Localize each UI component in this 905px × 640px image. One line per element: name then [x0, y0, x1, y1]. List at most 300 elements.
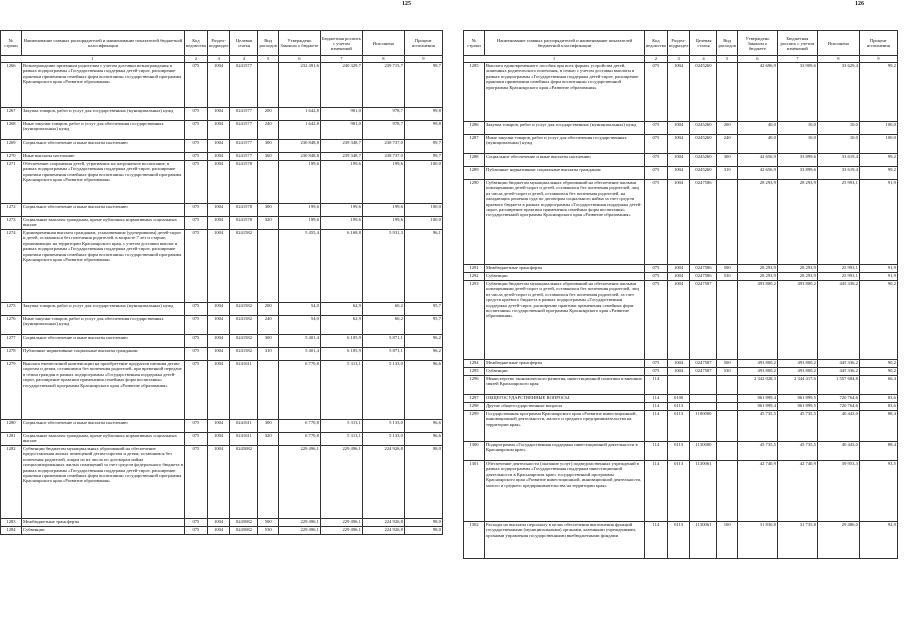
execution-percent: 83,6: [859, 403, 897, 411]
department-code: 075: [645, 368, 668, 376]
table-row: [1, 153, 443, 161]
row-number: 1269: [1, 140, 22, 153]
row-number: 1294: [464, 360, 485, 368]
execution-percent: 91,9: [859, 273, 897, 281]
approved-amount: 6 770,8: [278, 420, 320, 433]
target-article: 0241611: [230, 433, 258, 446]
target-article: 0245082: [230, 527, 258, 535]
approved-amount: 861 899,4: [737, 403, 777, 411]
target-article: 0241578: [230, 217, 258, 230]
target-article: 0241577: [230, 121, 258, 140]
row-name: Социальное обеспечение и иные выплаты населению: [22, 420, 185, 433]
row-number: 1283: [1, 519, 22, 527]
approved-amount: 5 401,4: [278, 348, 320, 361]
row-number: 1295: [464, 368, 485, 376]
execution-percent: 98,0: [404, 527, 442, 535]
target-article: 0245260: [690, 122, 717, 135]
department-code: 075: [645, 180, 668, 265]
table-row: [464, 167, 898, 180]
section-code: 1004: [207, 316, 230, 335]
section-code: 1004: [207, 335, 230, 348]
target-article: 0241577: [230, 63, 258, 108]
execution-percent: 99,7: [404, 153, 442, 161]
executed-amount: 10,0: [817, 122, 859, 135]
section-code: 1004: [667, 154, 690, 167]
section-code: 1004: [207, 217, 230, 230]
column-number: 2: [645, 56, 668, 63]
execution-percent: 90,2: [859, 368, 897, 376]
column-number: 3: [667, 56, 690, 63]
execution-percent: 100,0: [404, 204, 442, 217]
row-number: 1268: [1, 121, 22, 140]
department-code: 075: [645, 167, 668, 180]
section-code: 1004: [667, 180, 690, 265]
execution-percent: 100,0: [404, 161, 442, 204]
approved-amount: 42 656,9: [737, 154, 777, 167]
budget-list-amount: 239 348,7: [320, 153, 362, 161]
approved-amount: 1 642,8: [278, 121, 320, 140]
header-budget-list: Бюджетная роспись с учетом изменений: [777, 31, 817, 56]
department-code: 075: [185, 63, 208, 108]
department-code: 075: [185, 204, 208, 217]
target-article: 0247587: [690, 368, 717, 376]
approved-amount: 229 496,1: [278, 519, 320, 527]
budget-list-amount: 6 105,9: [320, 335, 362, 348]
department-code: 075: [645, 273, 668, 281]
budget-list-amount: 45 735,5: [777, 411, 817, 442]
header-department-code: Код ведомства: [645, 31, 668, 56]
target-article: 0247587: [690, 360, 717, 368]
approved-amount: 199,6: [278, 161, 320, 204]
table-row: [464, 403, 898, 411]
row-name: Межбюджетные трансферты: [485, 360, 645, 368]
executed-amount: 5 133,0: [362, 420, 404, 433]
row-name: ОБЩЕГОСУДАРСТВЕННЫЕ ВОПРОСЫ: [485, 395, 645, 403]
row-number: 1285: [464, 63, 485, 122]
section-code: 1004: [207, 527, 230, 535]
department-code: 075: [185, 446, 208, 519]
column-number: 4: [690, 56, 717, 63]
row-name: Выплата единовременного пособия при всех формах устройства детей, лишенных родительского попечения, в семью с учетом доставки выплаты в рамках подпрограммы «Государственная поддержка детей-сирот, расширение практики применения семейных форм воспитания» государственной программы Красноярского края «Развитие образования»: [485, 63, 645, 122]
budget-list-amount: 493 800,2: [777, 360, 817, 368]
expense-type: [717, 180, 737, 265]
section-code: 1004: [207, 303, 230, 316]
executed-amount: 33 629,4: [817, 63, 859, 122]
budget-list-amount: 31 735,8: [777, 522, 817, 559]
header-executed: Исполнено: [362, 31, 404, 56]
row-number: 1284: [1, 527, 22, 535]
row-name: Субвенции: [485, 273, 645, 281]
table-row: [1, 527, 443, 535]
row-number: 1279: [1, 361, 22, 420]
executed-amount: 33 619,4: [817, 167, 859, 180]
executed-amount: 978,7: [362, 121, 404, 140]
row-number: 1278: [1, 348, 22, 361]
column-number: 5: [258, 56, 278, 63]
department-code: 075: [645, 281, 668, 360]
budget-list-amount: 229 496,1: [320, 446, 362, 519]
column-number: 9: [859, 56, 897, 63]
expense-type: [258, 63, 278, 108]
execution-percent: 99,7: [404, 63, 442, 108]
executed-amount: 5 871,1: [362, 335, 404, 348]
department-code: 075: [185, 108, 208, 121]
approved-amount: 6 770,8: [278, 361, 320, 420]
table-row: [464, 376, 898, 395]
column-number: 6: [278, 56, 320, 63]
section-code: 1004: [667, 63, 690, 122]
expense-type: 240: [258, 316, 278, 335]
header-executed: Исполнено: [817, 31, 859, 56]
expense-type: 360: [258, 153, 278, 161]
department-code: 075: [185, 420, 208, 433]
executed-amount: 199,6: [362, 204, 404, 217]
table-row: [464, 122, 898, 135]
table-row: [464, 154, 898, 167]
budget-list-amount: 981,0: [320, 121, 362, 140]
department-code: 114: [645, 376, 668, 395]
table-row: [1, 420, 443, 433]
table-body: [1, 63, 443, 535]
budget-list-amount: 5 313,1: [320, 420, 362, 433]
table-header: [1, 31, 443, 63]
target-article: 0241577: [230, 140, 258, 153]
executed-amount: 199,6: [362, 217, 404, 230]
expense-type: 240: [258, 121, 278, 140]
department-code: 114: [645, 442, 668, 461]
column-number: 7: [320, 56, 362, 63]
approved-amount: 199,6: [278, 217, 320, 230]
table-row: [464, 368, 898, 376]
table-row: [464, 411, 898, 442]
expense-type: 530: [258, 527, 278, 535]
row-name: Иные закупки товаров, работ и услуг для обеспечения государственных (муниципальных) нужд: [22, 316, 185, 335]
budget-list-amount: 493 800,2: [777, 281, 817, 360]
section-code: 1004: [667, 265, 690, 273]
approved-amount: 28 293,9: [737, 265, 777, 273]
table-row: [464, 63, 898, 122]
executed-amount: 39 953,3: [817, 461, 859, 522]
target-article: 0241582: [230, 335, 258, 348]
department-code: 114: [645, 461, 668, 522]
row-name: Иные закупки товаров, работ и услуг для обеспечения государственных (муниципальных) нужд: [22, 121, 185, 140]
expense-type: [717, 376, 737, 395]
row-name: Подпрограмма «Государственная поддержка инвестиционной деятельности в Красноярском крае»: [485, 442, 645, 461]
table-row: [464, 265, 898, 273]
expense-type: [717, 411, 737, 442]
row-name: Иные закупки товаров, работ и услуг для обеспечения государственных (муниципальных) нужд: [485, 135, 645, 154]
expense-type: 200: [258, 303, 278, 316]
execution-percent: 96,6: [404, 433, 442, 446]
executed-amount: 445 336,2: [817, 360, 859, 368]
budget-list-amount: 6 168,8: [320, 230, 362, 303]
department-code: 075: [185, 161, 208, 204]
executed-amount: 224 926,8: [362, 519, 404, 527]
header-department-code: Код ведомства: [185, 31, 208, 56]
table-row: [1, 161, 443, 204]
row-number: 1276: [1, 316, 22, 335]
column-number: 7: [777, 56, 817, 63]
execution-percent: 96,6: [404, 420, 442, 433]
row-name: Социальные выплаты гражданам, кроме публичных нормативных социальных выплат: [22, 217, 185, 230]
row-name: Министерство экономического развития, инвестиционной политики и внешних связей Красноярского края: [485, 376, 645, 395]
target-article: [690, 395, 717, 403]
table-row: [464, 360, 898, 368]
executed-amount: 199,6: [362, 161, 404, 204]
expense-type: 530: [717, 368, 737, 376]
approved-amount: 493 800,2: [737, 360, 777, 368]
header-percent: Процент исполнения: [859, 31, 897, 56]
target-article: 0241577: [230, 153, 258, 161]
column-number: 8: [817, 56, 859, 63]
header-section-code: Раздел-подраздел: [667, 31, 690, 56]
expense-type: 320: [258, 217, 278, 230]
row-number: 1299: [464, 411, 485, 442]
section-code: 1004: [667, 368, 690, 376]
table-row: [1, 335, 443, 348]
execution-percent: 66,4: [859, 376, 897, 395]
row-number: 1281: [1, 433, 22, 446]
approved-amount: 6 770,8: [278, 433, 320, 446]
budget-list-amount: 2 344 417,6: [777, 376, 817, 395]
executed-amount: 60,2: [362, 303, 404, 316]
expense-type: 200: [258, 108, 278, 121]
row-name: Обеспечение деятельности (оказание услуг) подведомственных учреждений в рамках подпрограммы «Государственная поддержка инвестиционной деятельности в Красноярском крае» государственной программы Красноярского края «Развитие инвестиционной, инновационной деятельности, малого и среднего предпринимательства на территории края»: [485, 461, 645, 522]
table-row: [464, 442, 898, 461]
header-row-number: № строки: [1, 31, 22, 56]
column-number-row: [1, 56, 443, 63]
executed-amount: 445 336,2: [817, 281, 859, 360]
table-row: [464, 180, 898, 265]
expense-type: [258, 161, 278, 204]
executed-amount: 29 486,0: [817, 522, 859, 559]
approved-amount: 199,6: [278, 204, 320, 217]
budget-list-amount: 10,0: [777, 135, 817, 154]
header-target-article: Целевая статья: [690, 31, 717, 56]
row-number: 1270: [1, 153, 22, 161]
execution-percent: 100,0: [404, 217, 442, 230]
expense-type: [717, 442, 737, 461]
table-row: [1, 121, 443, 140]
executed-amount: 10,0: [817, 135, 859, 154]
expense-type: [717, 395, 737, 403]
table-row: [1, 348, 443, 361]
section-code: 1004: [207, 161, 230, 204]
row-number: 1271: [1, 161, 22, 204]
header-approved: Утверждено Законом о бюджете: [737, 31, 777, 56]
section-code: 1004: [667, 122, 690, 135]
budget-list-amount: 28 293,9: [777, 265, 817, 273]
target-article: 0241578: [230, 204, 258, 217]
section-code: 1004: [667, 281, 690, 360]
section-code: 1004: [207, 519, 230, 527]
column-number: 2: [185, 56, 208, 63]
header-target-article: Целевая статья: [230, 31, 258, 56]
approved-amount: 493 800,2: [737, 281, 777, 360]
expense-type: [258, 446, 278, 519]
executed-amount: 238 737,0: [362, 153, 404, 161]
expense-type: 300: [258, 335, 278, 348]
row-number: 1300: [464, 442, 485, 461]
department-code: 075: [645, 122, 668, 135]
row-name: Социальное обеспечение и иные выплаты населению: [22, 140, 185, 153]
target-article: 1130061: [690, 522, 717, 559]
table-row: [1, 230, 443, 303]
budget-list-amount: 28 293,9: [777, 273, 817, 281]
row-name: Межбюджетные трансферты: [485, 265, 645, 273]
row-number: 1282: [1, 446, 22, 519]
row-number: 1297: [464, 395, 485, 403]
budget-list-amount: 981,0: [320, 108, 362, 121]
department-code: 075: [185, 348, 208, 361]
approved-amount: 229 496,1: [278, 446, 320, 519]
department-code: 075: [185, 527, 208, 535]
table-row: [1, 63, 443, 108]
execution-percent: 95,7: [404, 303, 442, 316]
expense-type: [717, 281, 737, 360]
expense-type: 300: [258, 420, 278, 433]
budget-list-amount: 45 735,5: [777, 442, 817, 461]
page-left: [0, 0, 450, 640]
row-number: 1290: [464, 180, 485, 265]
header-section-code: Раздел-подраздел: [207, 31, 230, 56]
department-code: 075: [185, 316, 208, 335]
section-code: 0113: [667, 522, 690, 559]
row-number: 1289: [464, 167, 485, 180]
column-number: 8: [362, 56, 404, 63]
table-row: [1, 433, 443, 446]
execution-percent: 88,4: [859, 411, 897, 442]
executed-amount: 720 764,6: [817, 403, 859, 411]
executed-amount: 978,7: [362, 108, 404, 121]
execution-percent: 93,5: [859, 461, 897, 522]
row-name: Выплата ежемесячной компенсации на приобретение продуктов питания детям-сиротам и детям, оставшимся без попечения родителей, при временной передаче в семьи граждан в рамках подпрограммы «Государственная поддержка детей-сирот, расширение практики применения семейных форм воспитания» государственной программы Красноярского края «Развитие образования»: [22, 361, 185, 420]
expense-type: 310: [717, 167, 737, 180]
execution-percent: 90,2: [859, 281, 897, 360]
expense-type: [258, 361, 278, 420]
expense-type: [717, 63, 737, 122]
row-name: Обеспечение сохранения детей, утративших на патронатное воспитание, в рамках подпрограммы «Государственная поддержка детей-сирот, расширение практики применения семейных форм воспитания» государственной программы Красноярского края «Развитие образования»: [22, 161, 185, 204]
target-article: 0245260: [690, 154, 717, 167]
target-article: [690, 376, 717, 395]
approved-amount: 45 735,5: [737, 411, 777, 442]
row-number: 1302: [464, 522, 485, 559]
executed-amount: 224 926,8: [362, 446, 404, 519]
section-code: 0100: [667, 395, 690, 403]
department-code: 075: [645, 135, 668, 154]
target-article: 0247587: [690, 281, 717, 360]
executed-amount: 60,2: [362, 316, 404, 335]
approved-amount: 230 848,8: [278, 153, 320, 161]
budget-list-amount: 62,9: [320, 316, 362, 335]
budget-list-amount: 229 496,1: [320, 527, 362, 535]
department-code: 114: [645, 522, 668, 559]
column-number: 9: [404, 56, 442, 63]
table-row: [1, 204, 443, 217]
column-number-row: [464, 56, 898, 63]
budget-list-amount: 493 800,2: [777, 368, 817, 376]
row-name: Публичные нормативные социальные выплаты гражданам: [485, 167, 645, 180]
department-code: 075: [185, 519, 208, 527]
department-code: 075: [185, 121, 208, 140]
section-code: 1004: [207, 230, 230, 303]
executed-amount: 25 993,1: [817, 273, 859, 281]
row-number: 1296: [464, 376, 485, 395]
target-article: 0245260: [690, 135, 717, 154]
execution-percent: 99,8: [404, 108, 442, 121]
budget-list-amount: 199,6: [320, 161, 362, 204]
executed-amount: 40 443,0: [817, 411, 859, 442]
approved-amount: 493 800,2: [737, 368, 777, 376]
department-code: 114: [645, 411, 668, 442]
executed-amount: 238 737,0: [362, 140, 404, 153]
approved-amount: 31 830,8: [737, 522, 777, 559]
section-code: 1004: [207, 420, 230, 433]
budget-list-amount: 33 909,6: [777, 63, 817, 122]
target-article: 0241611: [230, 420, 258, 433]
target-article: 0247586: [690, 180, 717, 265]
execution-percent: 99,8: [404, 121, 442, 140]
target-article: 0241582: [230, 230, 258, 303]
department-code: 075: [185, 335, 208, 348]
executed-amount: 5 133,0: [362, 433, 404, 446]
executed-amount: 40 443,0: [817, 442, 859, 461]
row-number: 1286: [464, 122, 485, 135]
approved-amount: 230 848,8: [278, 140, 320, 153]
execution-percent: 98,0: [404, 519, 442, 527]
target-article: 0245082: [230, 446, 258, 519]
column-number: 1: [1, 56, 185, 63]
executed-amount: 5 871,1: [362, 348, 404, 361]
expense-type: [717, 403, 737, 411]
row-name: Другие общегосударственные вопросы: [485, 403, 645, 411]
execution-percent: 100,0: [859, 122, 897, 135]
table-body: [464, 63, 898, 559]
approved-amount: 40,0: [737, 122, 777, 135]
expense-type: 240: [717, 135, 737, 154]
budget-list-amount: 239 348,7: [320, 140, 362, 153]
approved-amount: 40,0: [737, 135, 777, 154]
table-row: [464, 395, 898, 403]
department-code: 075: [185, 230, 208, 303]
table-row: [1, 108, 443, 121]
column-number: 4: [230, 56, 258, 63]
expense-type: 500: [258, 519, 278, 527]
approved-amount: 42 696,9: [737, 63, 777, 122]
department-code: 075: [185, 217, 208, 230]
budget-list-amount: 62,9: [320, 303, 362, 316]
header-percent: Процент исполнения: [404, 31, 442, 56]
table-row: [1, 361, 443, 420]
approved-amount: 5 455,4: [278, 230, 320, 303]
target-article: [690, 403, 717, 411]
execution-percent: 91,9: [859, 180, 897, 265]
expense-type: [717, 461, 737, 522]
approved-amount: 229 496,1: [278, 527, 320, 535]
budget-list-amount: 199,6: [320, 204, 362, 217]
execution-percent: 96,6: [404, 361, 442, 420]
department-code: 075: [185, 303, 208, 316]
row-name: Государственная программа Красноярского края «Развитие инвестиционной, инновационной деятельности, малого и среднего предпринимательства на территории края»: [485, 411, 645, 442]
table-row: [464, 273, 898, 281]
approved-amount: 28 293,9: [737, 273, 777, 281]
department-code: 075: [185, 361, 208, 420]
section-code: 1004: [667, 273, 690, 281]
header-approved: Утверждено Законом о бюджете: [278, 31, 320, 56]
approved-amount: 42 656,9: [737, 167, 777, 180]
approved-amount: 54,0: [278, 316, 320, 335]
table-row: [1, 217, 443, 230]
